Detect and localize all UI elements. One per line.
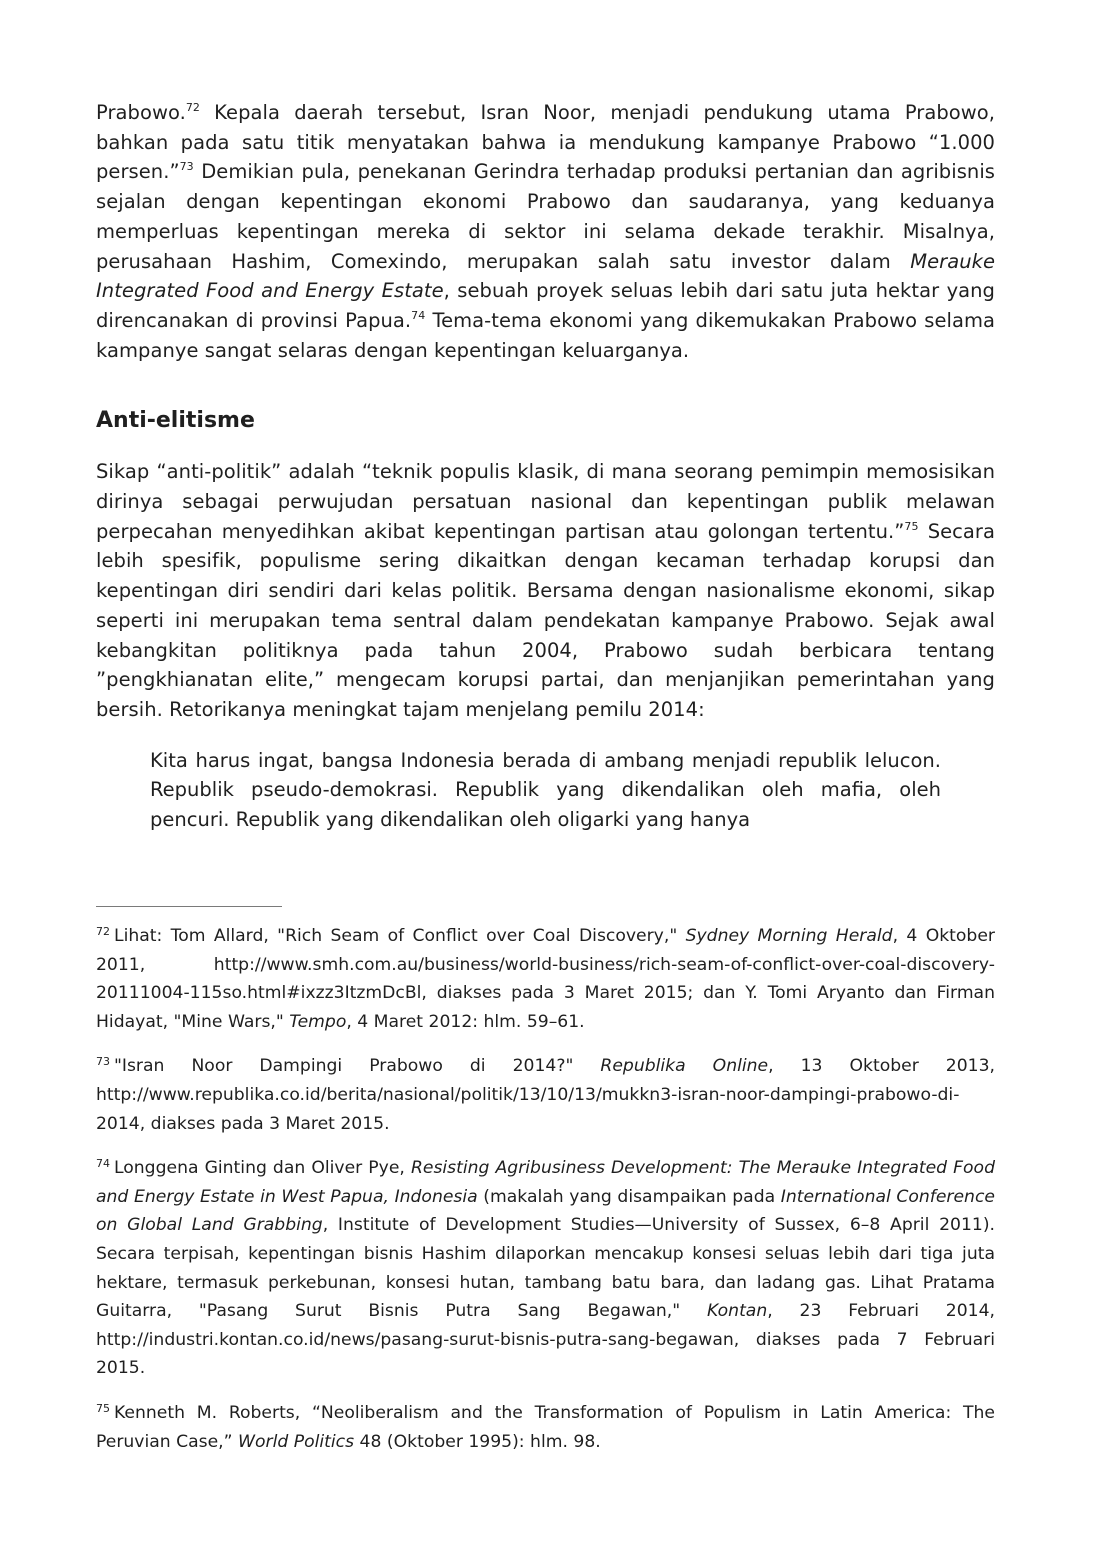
footnote-73: $^{73}$ "Isran Noor Dampingi Prabowo di 2014?" Republika Online, 13 Oktober 2013, http://www.republika.co.id/berita/nasional/politik/13/10/13/mukkn3-isran-noor-dampingi-prabowo-di-2014, diakses pada 3 Maret 2015. — [96, 1055, 996, 1134]
section-heading: Anti-elitisme — [96, 408, 255, 434]
footnote-74: $^{74}$ Longgena Ginting dan Oliver Pye, Resisting Agribusiness Development: The Merauke Integrated Food and Energy Estate in West Papua, Indonesia (makalah yang disampaikan pada International Conference on Global Land Grabbing, Institute of Development Studies—University of Sussex, 6–8 April 2011). Secara terpisah, kepentingan bisnis Hashim dilaporkan mencakup konsesi seluas lebih dari tiga juta hektare, termasuk perkebunan, konsesi hutan, tambang batu bara, dan ladang gas. Lihat Pratama Guitarra, "Pasang Surut Bisnis Putra Sang Begawan," Kontan, 23 Februari 2014, http://industri.kontan.co.id/news/pasang-surut-bisnis-putra-sang-begawan, diakses pada 7 Februari 2015. — [96, 1157, 995, 1379]
footnote-ref-73[interactable]: 73 — [179, 160, 194, 174]
footnote-72: $^{72}$ Lihat: Tom Allard, "Rich Seam of Conflict over Coal Discovery," Sydney Morning Herald, 4 Oktober 2011, http://www.smh.com.au/business/world-business/rich-seam-of-conflict-over-coal-discovery-20111004-115so.html#ixzz3ItzmDcBl, diakses pada 3 Maret 2015; dan Y. Tomi Aryanto dan Firman Hidayat, "Mine Wars," Tempo, 4 Maret 2012: hlm. 59–61. — [96, 925, 995, 1032]
project-title: Merauke Integrated Food and Energy Estate — [96, 249, 995, 303]
footnote-ref-75[interactable]: 75 — [904, 519, 919, 533]
footnote-ref-74[interactable]: 74 — [411, 308, 426, 322]
paragraph-anti-elitism: Sikap “anti-politik” adalah “teknik populis klasik, di mana seorang pemimpin memosisikan dirinya sebagai perwujudan persatuan nasional dan kepentingan publik melawan perpecahan menyedihkan akibat kepentingan partisan atau golongan tertentu.”$^{75}$ Secara lebih spesifik, populisme sering dikaitkan dengan kecaman terhadap korupsi dan kepentingan diri sendiri dari kelas politik. Bersama dengan nasionalisme ekonomi, sikap seperti ini merupakan tema sentral dalam pendekatan kampanye Prabowo. Sejak awal kebangkitan politiknya pada tahun 2004, Prabowo sudah berbicara tentang ”pengkhianatan elite,” mengecam korupsi partai, dan menjanjikan pemerintahan yang bersih. Retorikanya meningkat tajam menjelang pemilu 2014: — [96, 460, 996, 721]
block-quote: Kita harus ingat, bangsa Indonesia berada di ambang menjadi republik lelucon. Republik pseudo-demokrasi. Republik yang dikendalikan oleh mafia, oleh pencuri. Republik yang dikendalikan oleh oligarki yang hanya — [150, 748, 941, 832]
footnotes — [96, 922, 995, 1472]
footnote-number: 75 — [96, 1401, 110, 1415]
footnote-75: $^{75}$ Kenneth M. Roberts, “Neoliberalism and the Transformation of Populism in Latin America: The Peruvian Case,” World Politics 48 (Oktober 1995): hlm. 98. — [96, 1401, 995, 1452]
footnote-divider — [96, 906, 282, 907]
paragraph-economic-interests: Prabowo.$^{72}$ Kepala daerah tersebut, Isran Noor, menjadi pendukung utama Prabowo, bahkan pada satu titik menyatakan bahwa ia mendukung kampanye Prabowo “1.000 persen.”$^{73}$ Demikian pula, penekanan Gerindra terhadap produksi pertanian dan agribisnis sejalan dengan kepentingan ekonomi Prabowo dan saudaranya, yang keduanya memperluas kepentingan mereka di sektor ini selama dekade terakhir. Misalnya, perusahaan Hashim, Comexindo, merupakan salah satu investor dalam Merauke Integrated Food and Energy Estate, sebuah proyek seluas lebih dari satu juta hektar yang direncanakan di provinsi Papua.$^{74}$ Tema-tema ekonomi yang dikemukakan Prabowo selama kampanye sangat selaras dengan kepentingan keluarganya. — [96, 101, 995, 362]
footnote-number: 73 — [96, 1055, 110, 1069]
main-text — [96, 98, 995, 835]
footnote-number: 74 — [96, 1157, 110, 1171]
footnote-number: 72 — [96, 925, 110, 938]
footnote-ref-72[interactable]: 72 — [185, 101, 200, 114]
